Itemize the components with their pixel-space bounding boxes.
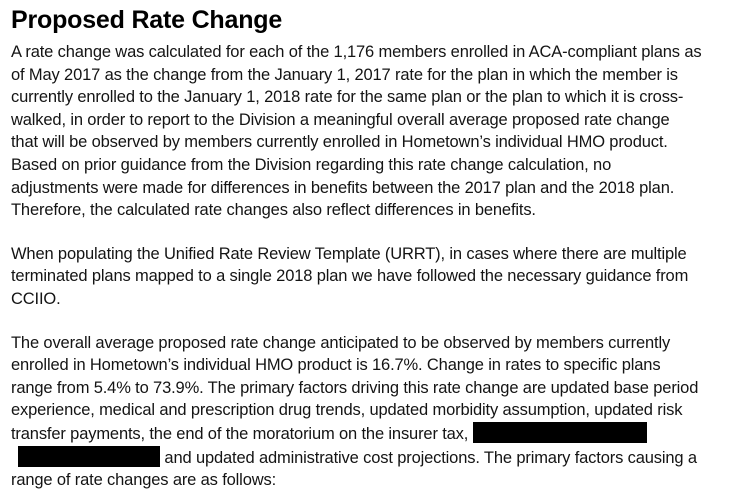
text-line	[11, 422, 729, 446]
text-line	[11, 41, 729, 64]
text-segment: range of rate changes are as follows:	[11, 471, 277, 490]
text-segment: When populating the Unified Rate Review Template (URRT), in cases where there are multiple	[11, 244, 687, 263]
text-line	[11, 469, 729, 492]
text-line	[11, 154, 729, 177]
paragraph	[11, 41, 729, 222]
text-segment: of May 2017 as the change from the January 1, 2017 rate for the plan in which the member is	[11, 65, 678, 84]
text-line	[11, 64, 729, 87]
document-body	[11, 41, 729, 492]
text-segment: Based on prior guidance from the Division regarding this rate change calculation, no	[11, 155, 612, 174]
text-segment: walked, in order to report to the Division a meaningful overall average proposed rate change	[11, 110, 670, 129]
text-segment: adjustments were made for differences in benefits between the 2017 plan and the 2018 plan.	[11, 178, 675, 197]
text-line	[11, 177, 729, 200]
text-line	[11, 199, 729, 222]
text-line	[11, 288, 729, 311]
text-segment: CCIIO.	[11, 289, 61, 308]
text-segment: The overall average proposed rate change anticipated to be observed by members currently	[11, 333, 671, 352]
paragraph	[11, 243, 729, 311]
text-line	[11, 377, 729, 400]
text-segment: A rate change was calculated for each of the 1,176 members enrolled in ACA-compliant plans as	[11, 43, 702, 61]
text-line	[11, 109, 729, 132]
text-segment: range from 5.4% to 73.9%. The primary factors driving this rate change are updated base period	[11, 378, 699, 397]
paragraph	[11, 332, 729, 492]
text-line	[11, 86, 729, 109]
text-segment: that will be observed by members currently enrolled in Hometown’s individual HMO product.	[11, 133, 668, 152]
text-line	[11, 399, 729, 422]
text-line	[11, 332, 729, 355]
redaction-bar	[18, 446, 160, 467]
text-segment: transfer payments, the end of the moratorium on the insurer tax,	[11, 424, 473, 443]
text-line	[11, 131, 729, 154]
text-line	[11, 265, 729, 288]
text-segment: terminated plans mapped to a single 2018 plan we have followed the necessary guidance from	[11, 267, 689, 286]
text-segment: currently enrolled to the January 1, 2018 rate for the same plan or the plan to which it is cross-	[11, 88, 684, 107]
text-segment: experience, medical and prescription drug trends, updated morbidity assumption, updated risk	[11, 401, 683, 420]
text-segment: and updated administrative cost projections. The primary factors causing a	[160, 448, 697, 467]
document-title: Proposed Rate Change	[11, 6, 283, 34]
text-line	[11, 354, 729, 377]
text-line	[11, 243, 729, 266]
text-segment: enrolled in Hometown’s individual HMO product is 16.7%. Change in rates to specific plans	[11, 356, 661, 375]
redaction-bar	[473, 422, 647, 443]
text-line	[11, 446, 729, 470]
text-segment: Therefore, the calculated rate changes also reflect differences in benefits.	[11, 201, 536, 220]
